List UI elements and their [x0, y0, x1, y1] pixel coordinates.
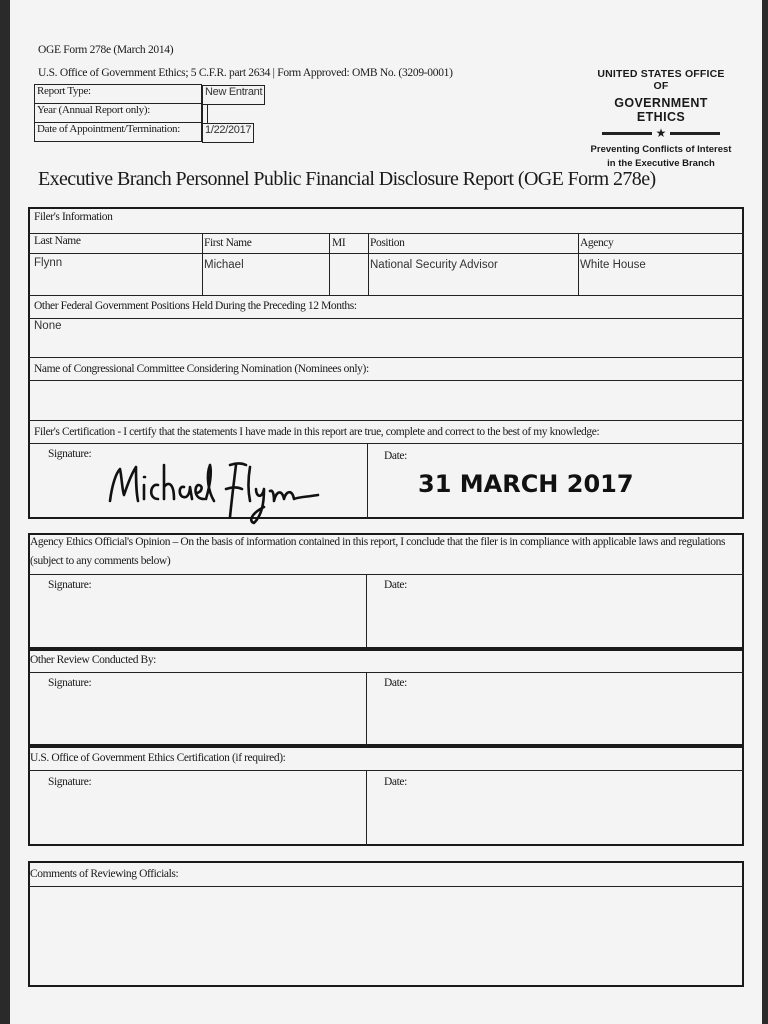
first-name-header: First Name: [204, 237, 252, 249]
logo-bar: [590, 127, 732, 139]
year-label: Year (Annual Report only):: [35, 104, 202, 123]
year-value[interactable]: [202, 104, 208, 124]
report-type-value[interactable]: New Entrant: [202, 85, 265, 105]
agency-opinion-section: [28, 533, 744, 649]
other-review-label: Other Review Conducted By:: [30, 654, 156, 666]
comments-label: Comments of Reviewing Officials:: [30, 868, 179, 880]
agency-value[interactable]: White House: [580, 259, 646, 271]
oge-certification-label: U.S. Office of Government Ethics Certification (if required):: [30, 752, 286, 764]
other-positions-value[interactable]: None: [34, 320, 62, 332]
appointment-date-label: Date of Appointment/Termination:: [35, 123, 202, 142]
report-type-label: Report Type:: [35, 85, 202, 104]
logo-line2: GOVERNMENT ETHICS: [614, 96, 708, 124]
other-positions-label: Other Federal Government Positions Held During the Preceding 12 Months:: [34, 300, 357, 312]
other-review-signature-label: Signature:: [48, 677, 92, 689]
logo-line1: UNITED STATES OFFICE OF: [597, 68, 725, 92]
logo-tagline1: Preventing Conflicts of Interest: [590, 144, 732, 155]
agency-header: Agency: [580, 237, 614, 249]
position-value[interactable]: National Security Advisor: [370, 259, 498, 271]
report-info-table: [34, 84, 339, 142]
position-header: Position: [370, 237, 405, 249]
appointment-date-value[interactable]: 1/22/2017: [202, 123, 254, 143]
filer-date-label: Date:: [384, 450, 407, 462]
first-name-value[interactable]: Michael: [204, 259, 244, 271]
logo-tagline2: in the Executive Branch: [607, 158, 715, 169]
last-name-header: Last Name: [34, 235, 81, 247]
filer-section-label: Filer's Information: [34, 211, 113, 223]
mi-header: MI: [332, 237, 346, 249]
last-name-value[interactable]: Flynn: [34, 257, 63, 269]
filer-date-value[interactable]: 31 MARCH 2017: [418, 470, 634, 498]
star-icon: ★: [655, 126, 667, 140]
certification-label: Filer's Certification - I certify that the statements I have made in this report are true, complete and correct to the best of my knowledge:: [34, 426, 600, 438]
agency-date-label: Date:: [384, 579, 407, 591]
form-page: [10, 0, 762, 1024]
oge-signature-label: Signature:: [48, 776, 92, 788]
filer-signature[interactable]: [106, 455, 326, 527]
report-title: Executive Branch Personnel Public Financial Disclosure Report (OGE Form 278e): [38, 168, 656, 190]
other-review-date-label: Date:: [384, 677, 407, 689]
form-name: OGE Form 278e (March 2014): [38, 44, 174, 56]
oge-date-label: Date:: [384, 776, 407, 788]
agency-signature-label: Signature:: [48, 579, 92, 591]
oge-logo: [590, 68, 732, 171]
agency-opinion-label: Agency Ethics Official's Opinion – On the basis of information contained in this report, I conclude that the filer is in compliance with applicable laws and regulations: [30, 536, 726, 548]
agency-opinion-label2: (subject to any comments below): [30, 555, 171, 567]
committee-label: Name of Congressional Committee Considering Nomination (Nominees only):: [34, 363, 369, 375]
logo-tagline: [590, 143, 732, 171]
filer-signature-label: Signature:: [48, 448, 92, 460]
form-authority: U.S. Office of Government Ethics; 5 C.F.R. part 2634 | Form Approved: OMB No. (3209-0001): [38, 67, 453, 79]
